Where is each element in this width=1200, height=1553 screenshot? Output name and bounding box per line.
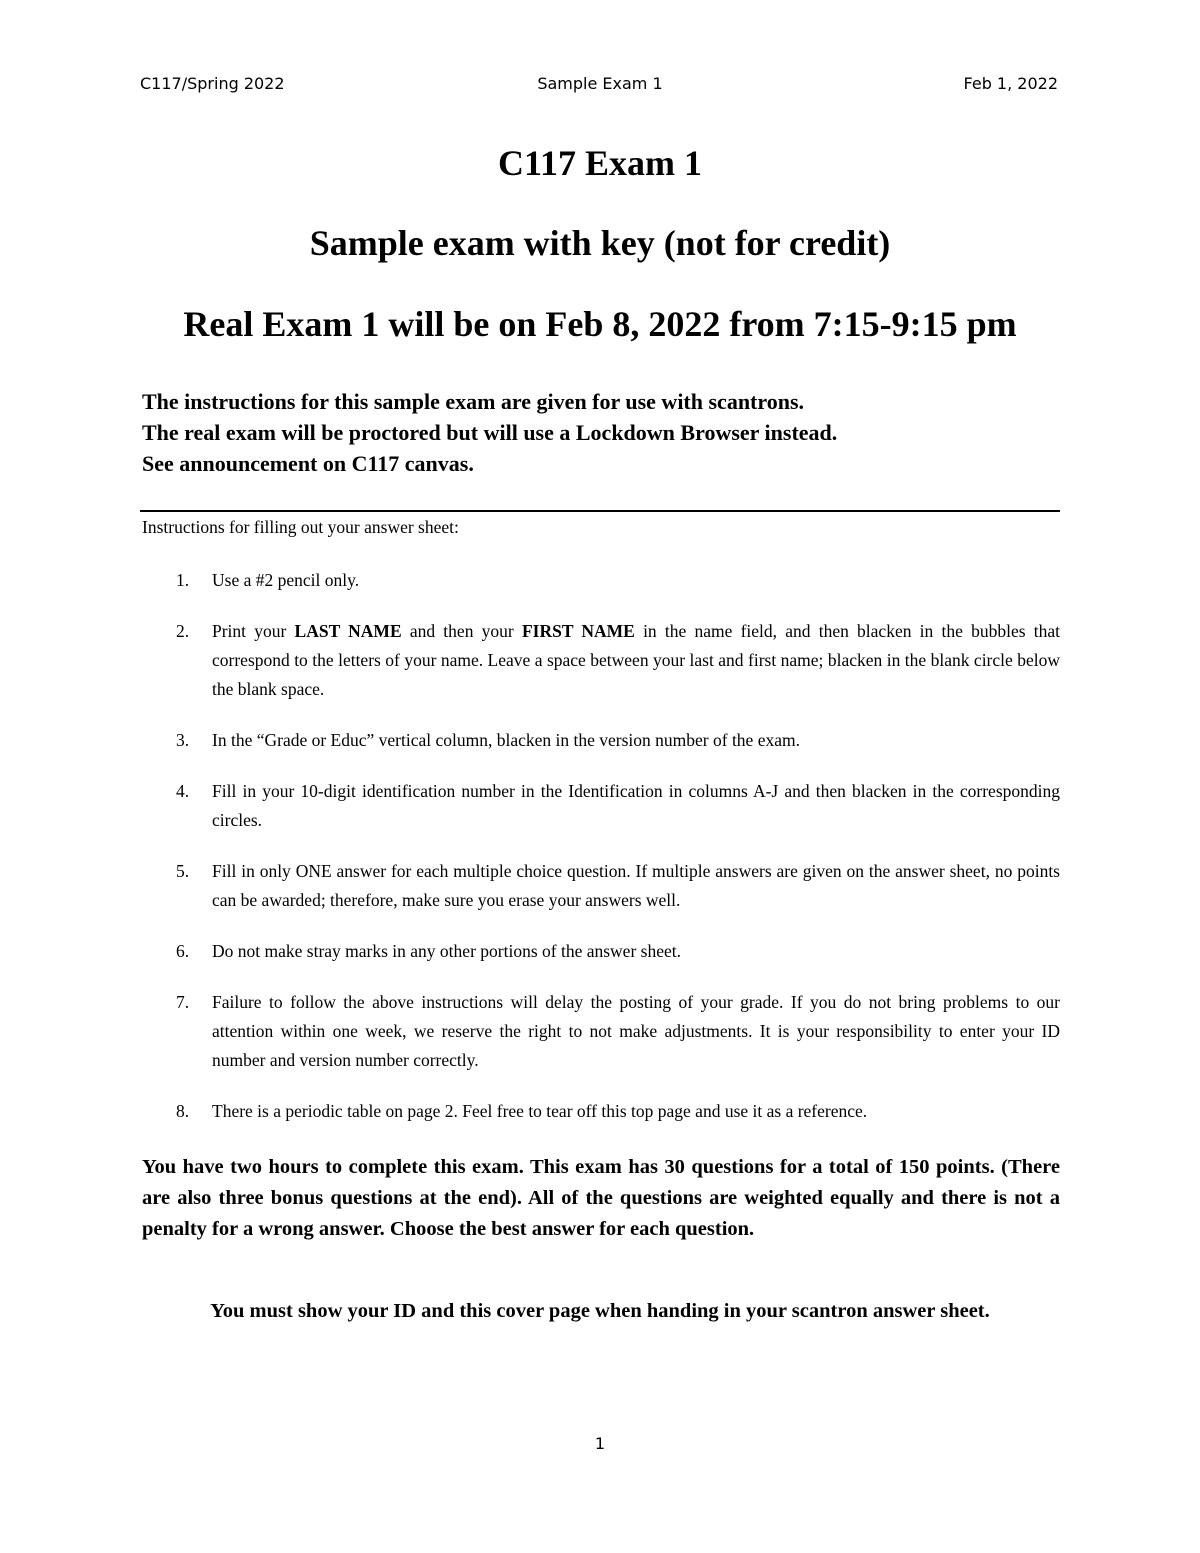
instruction-text: Fill in only ONE answer for each multiple choice question. If multiple answers are given on the answer sheet, no points can be awarded; therefore, make sure you erase your answers well. [212, 861, 1060, 910]
exam-summary-paragraph: You have two hours to complete this exam. This exam has 30 questions for a total of 150 points. (There are also three bonus questions at the end). All of the questions are weighted equally and there is not a penalty for a wrong answer. Choose the best answer for each question. [142, 1156, 1060, 1240]
header-course: C117/Spring 2022 [140, 74, 285, 93]
instruction-text: Fill in your 10-digit identification number in the Identification in columns A-J and then blacken in the corresponding circles. [212, 781, 1060, 830]
instruction-text: There is a periodic table on page 2. Feel free to tear off this top page and use it as a reference. [212, 1101, 868, 1121]
instruction-item [142, 857, 1060, 915]
notice-line: The real exam will be proctored but will use a Lockdown Browser instead. [142, 420, 838, 445]
id-requirement-note: You must show your ID and this cover page when handing in your scantron answer sheet. [210, 1300, 990, 1322]
instruction-text: Use a #2 pencil only. [212, 570, 360, 590]
instruction-text [212, 621, 1060, 699]
instruction-item [142, 1097, 1060, 1126]
instruction-number: 2. [176, 621, 190, 641]
instruction-item [142, 566, 1060, 595]
instruction-item [142, 937, 1060, 966]
instruction-text-part: Print your [212, 621, 295, 641]
instruction-item [142, 726, 1060, 755]
instruction-number: 6. [176, 941, 190, 961]
section-divider [140, 510, 1060, 512]
instructions-list [142, 566, 1060, 1148]
instruction-text: In the “Grade or Educ” vertical column, blacken in the version number of the exam. [212, 730, 800, 750]
exam-title: C117 Exam 1 [497, 143, 702, 183]
header-date: Feb 1, 2022 [963, 74, 1058, 93]
instruction-text-part: and then your [401, 621, 522, 641]
notice-line: See announcement on C117 canvas. [142, 451, 474, 476]
instruction-number: 5. [176, 861, 190, 881]
instruction-text: Failure to follow the above instructions will delay the posting of your grade. If you do not bring problems to our attention within one week, we reserve the right to not make adjustments. It is your responsibility to enter your ID number and version number correctly. [212, 992, 1060, 1070]
instruction-number: 3. [176, 730, 190, 750]
page-number: 1 [594, 1434, 606, 1453]
instruction-text: Do not make stray marks in any other portions of the answer sheet. [212, 941, 681, 961]
exam-subtitle: Sample exam with key (not for credit) [309, 223, 891, 263]
exam-date-line: Real Exam 1 will be on Feb 8, 2022 from 7:15-9:15 pm [183, 304, 1017, 344]
instruction-number: 1. [176, 570, 190, 590]
instructions-title: Instructions for filling out your answer sheet: [142, 517, 459, 537]
instruction-item [142, 777, 1060, 835]
instruction-number: 8. [176, 1101, 190, 1121]
header-doc-title: Sample Exam 1 [537, 74, 663, 93]
instruction-number: 4. [176, 781, 190, 801]
notice-line: The instructions for this sample exam are given for use with scantrons. [142, 389, 805, 414]
instruction-emphasis: FIRST NAME [521, 621, 635, 641]
instruction-number: 7. [176, 992, 190, 1012]
instruction-item [142, 988, 1060, 1075]
instruction-emphasis: LAST NAME [294, 621, 402, 641]
instruction-text-part: in the name field, and then blacken in the bubbles that correspond to the letters of your name. Leave a space between your last and first name; blacken in the blank circle below the blank space. [212, 621, 1060, 699]
scantron-notice [142, 386, 837, 479]
instruction-item [142, 617, 1060, 704]
